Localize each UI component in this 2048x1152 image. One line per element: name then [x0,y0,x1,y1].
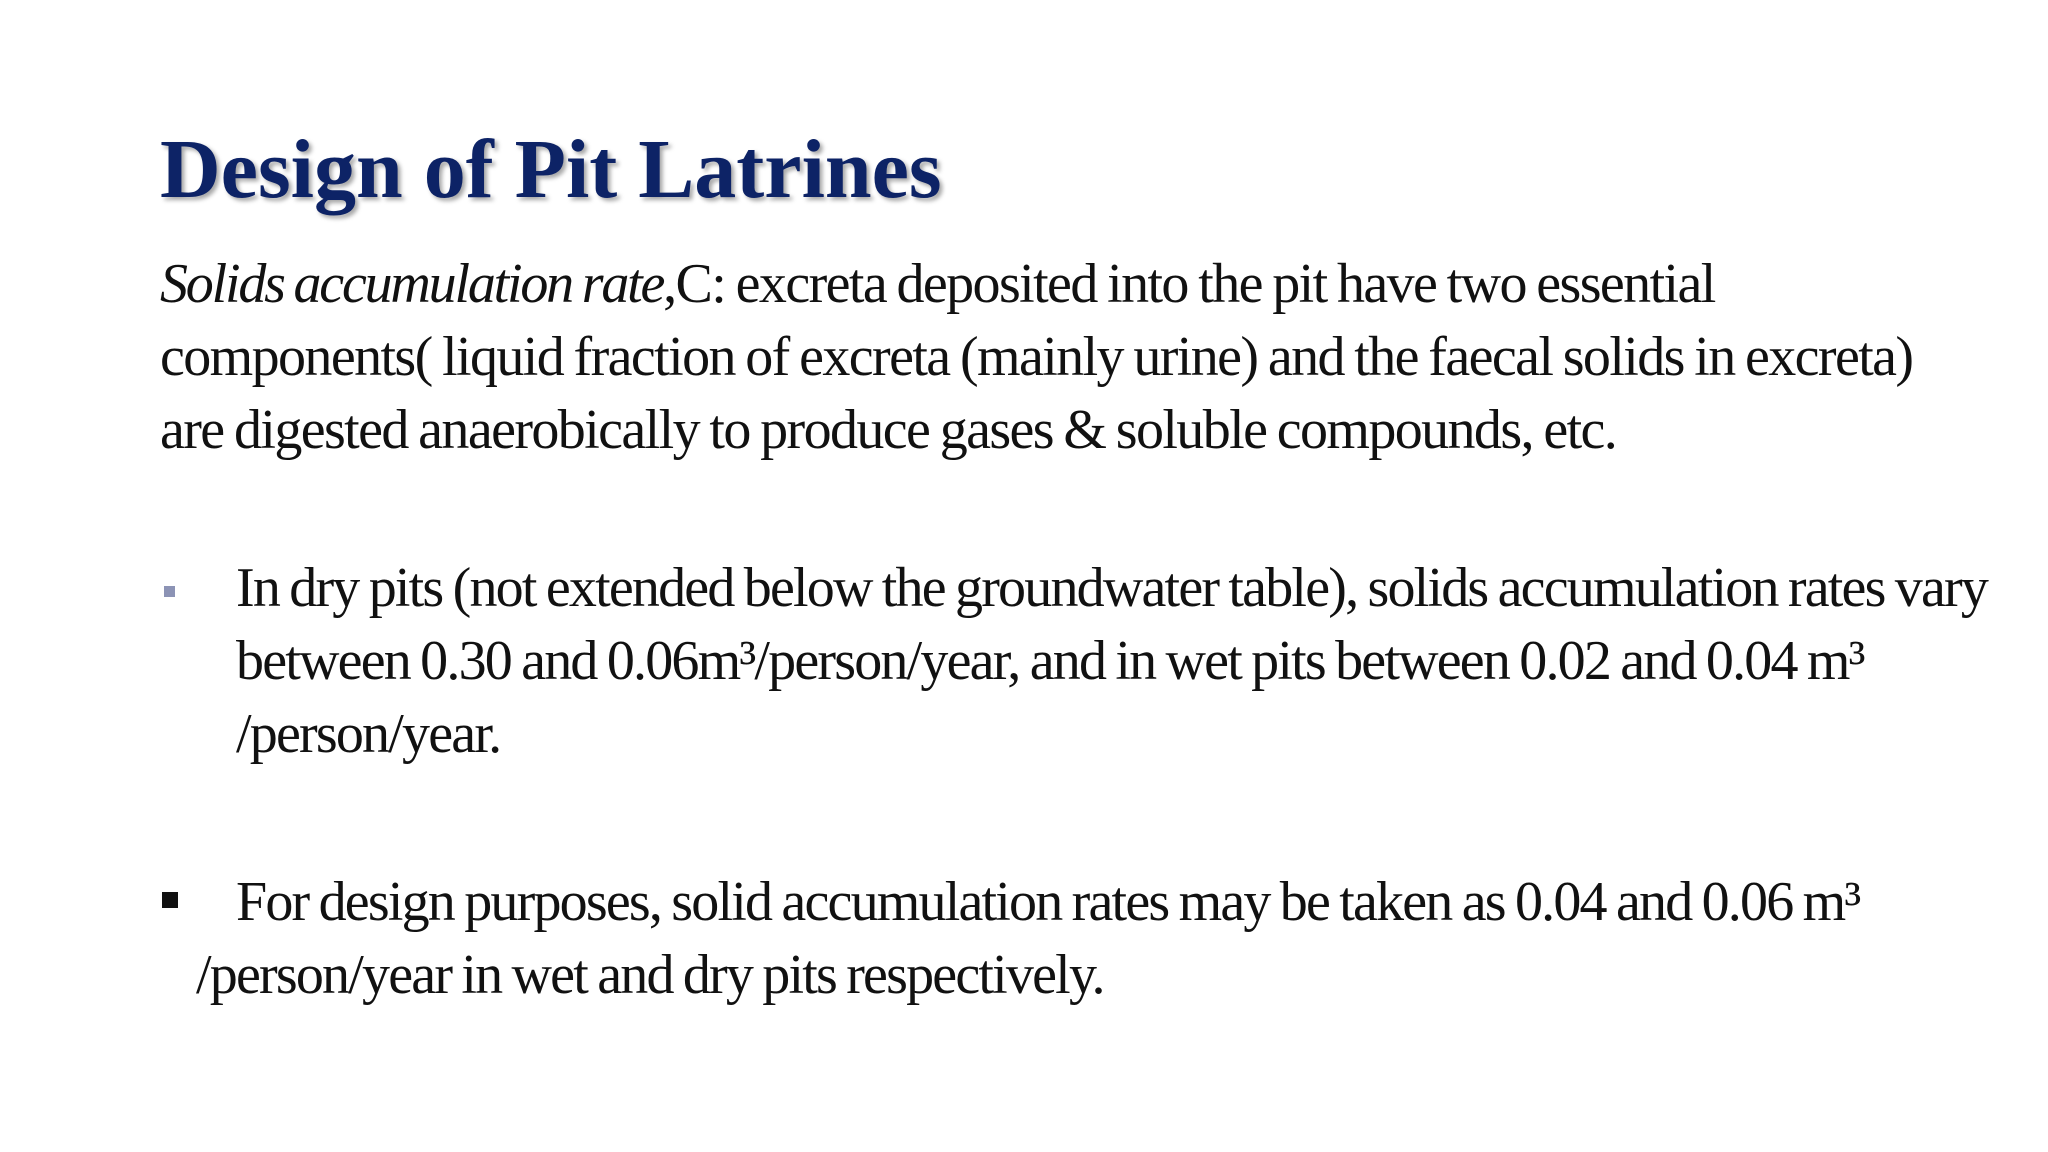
bullet-marker-square-icon [162,892,178,908]
intro-term: Solids accumulation rate [160,253,664,315]
slide-title: Design of Pit Latrines [160,123,942,216]
bullet-item-dry-wet-pits: In dry pits (not extended below the groundwater table), solids accumulation rates vary between 0.30 and 0.06m³/person/year, and in wet pits between 0.02 and 0.04 m³ /person/year. [236,557,1988,765]
bullet-marker-square-icon [164,586,175,597]
intro-paragraph [160,248,1960,467]
bullet-item-design-purposes: For design purposes, solid accumulation rates may be taken as 0.04 and 0.06 m³ /person/year in wet and dry pits respectively. [196,871,1860,1006]
intro-text: ,C: excreta deposited into the pit have two essential components( liquid fraction of excreta (mainly urine) and the faecal solids in excreta) are digested anaerobically to produce gases & soluble compounds, etc. [160,253,1913,461]
